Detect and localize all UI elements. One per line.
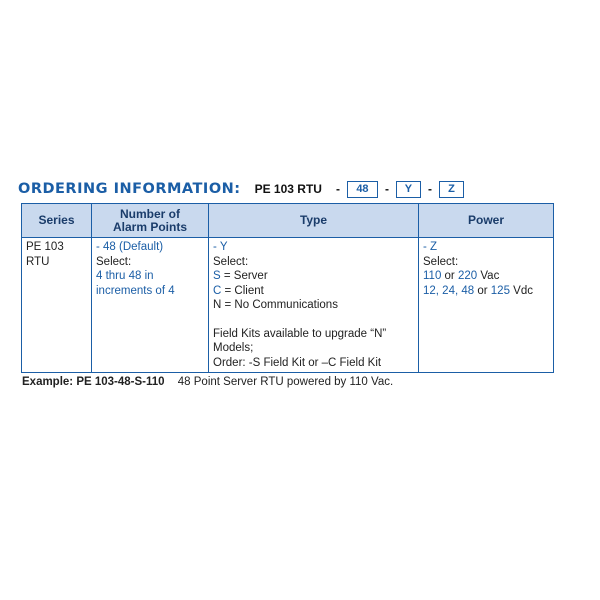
type-option: N = No Communications	[213, 299, 338, 311]
ordering-table	[21, 203, 554, 373]
ordering-heading: ORDERING INFORMATION:	[18, 181, 241, 197]
power-code: - Z	[423, 241, 438, 253]
header-type: Type	[209, 204, 419, 238]
header-alarm-points: Number of Alarm Points	[92, 204, 209, 238]
table-row	[22, 238, 554, 373]
code-box-alarm-points: 48	[347, 181, 378, 198]
code-box-power: Z	[439, 181, 464, 198]
example-description: 48 Point Server RTU powered by 110 Vac.	[177, 376, 394, 388]
cell-power	[419, 238, 554, 373]
alarm-range: increments of 4	[96, 284, 175, 297]
model-name: PE 103 RTU	[254, 182, 322, 196]
alarm-select-label: Select:	[96, 255, 132, 268]
table-header-row	[22, 204, 554, 238]
alarm-range: 4 thru 48 in	[96, 270, 154, 282]
cell-type	[209, 238, 419, 373]
cell-alarm-points	[92, 238, 209, 373]
field-kit-note: Order: -S Field Kit or –C Field Kit	[213, 356, 382, 369]
example-label: Example: PE 103-48-S-110	[22, 376, 165, 388]
ordering-title-row	[18, 178, 464, 200]
alarm-default: - 48 (Default)	[96, 241, 164, 253]
power-vdc-options: 12, 24, 48 or 125 Vdc	[423, 284, 533, 297]
power-select-label: Select:	[423, 255, 459, 268]
separator-dash: -	[335, 182, 340, 196]
header-power: Power	[419, 204, 554, 238]
field-kit-note: Field Kits available to upgrade “N”	[213, 327, 387, 340]
type-option: C = Client	[213, 284, 264, 297]
separator-dash: -	[384, 182, 389, 196]
header-series: Series	[22, 204, 92, 238]
type-select-label: Select:	[213, 255, 249, 268]
cell-series	[22, 238, 92, 373]
separator-dash: -	[427, 182, 432, 196]
code-box-type: Y	[396, 181, 421, 198]
type-option: S = Server	[213, 270, 268, 282]
example-line	[22, 376, 393, 388]
power-vac-options: 110 or 220 Vac	[423, 270, 500, 282]
series-line: RTU	[26, 255, 50, 268]
series-line: PE 103	[26, 241, 64, 253]
type-code: - Y	[213, 241, 228, 253]
field-kit-note: Models;	[213, 342, 254, 354]
